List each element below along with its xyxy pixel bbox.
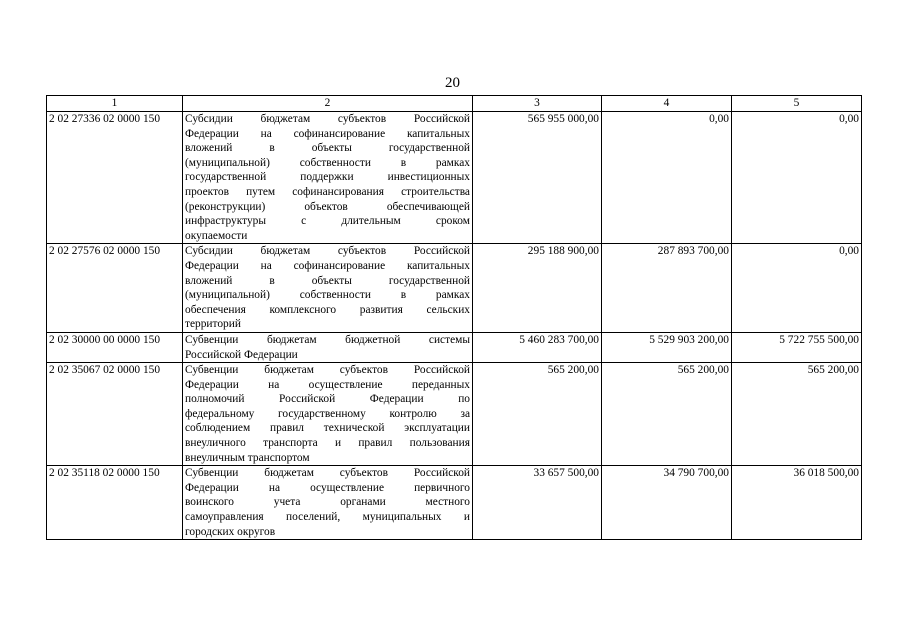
amount-cell-5: 0,00	[732, 244, 862, 333]
description-cell	[183, 332, 473, 362]
amount-cell-5: 5 722 755 500,00	[732, 332, 862, 362]
description-line: инфраструктуры с длительным сроком	[185, 215, 470, 228]
description-line: Субвенции бюджетам бюджетной системы	[185, 333, 470, 346]
description-line: внеуличного транспорта и правил пользования	[185, 437, 470, 450]
budget-code-cell: 2 02 27336 02 0000 150	[47, 112, 183, 244]
amount-cell-3: 33 657 500,00	[473, 466, 602, 540]
description-line: Федерации на софинансирование капитальных	[185, 127, 470, 140]
description-cell	[183, 466, 473, 540]
table-header-row	[47, 96, 862, 112]
table-row	[47, 332, 862, 362]
header-col-1: 1	[47, 96, 183, 112]
description-line: самоуправления поселений, муниципальных и	[185, 511, 470, 524]
description-line: полномочий Российской Федерации по	[185, 393, 470, 406]
header-col-2: 2	[183, 96, 473, 112]
description-line: проектов путем софинансирования строительства	[185, 185, 470, 198]
amount-cell-4: 5 529 903 200,00	[602, 332, 732, 362]
description-line: (реконструкции) объектов обеспечивающей	[185, 200, 470, 213]
budget-code-cell: 2 02 30000 00 0000 150	[47, 332, 183, 362]
amount-cell-4: 0,00	[602, 112, 732, 244]
description-line: воинского учета органами местного	[185, 496, 470, 509]
page-number: 20	[445, 75, 460, 91]
description-line: обеспечения комплексного развития сельских	[185, 303, 470, 316]
description-line: Федерации на софинансирование капитальных	[185, 259, 470, 272]
amount-cell-5: 0,00	[732, 112, 862, 244]
table-row	[47, 363, 862, 466]
description-line: вложений в объекты государственной	[185, 142, 470, 155]
description-line: (муниципальной) собственности в рамках	[185, 156, 470, 169]
amount-cell-3: 565 955 000,00	[473, 112, 602, 244]
budget-code-cell: 2 02 27576 02 0000 150	[47, 244, 183, 333]
amount-cell-4: 565 200,00	[602, 363, 732, 466]
description-line: Федерации на осуществление переданных	[185, 378, 470, 391]
budget-code-cell: 2 02 35118 02 0000 150	[47, 466, 183, 540]
amount-cell-3: 295 188 900,00	[473, 244, 602, 333]
description-line: Субвенции бюджетам субъектов Российской	[185, 467, 470, 480]
description-line: Субвенции бюджетам субъектов Российской	[185, 364, 470, 377]
description-line: Субсидии бюджетам субъектов Российской	[185, 245, 470, 258]
amount-cell-4: 34 790 700,00	[602, 466, 732, 540]
description-line: вложений в объекты государственной	[185, 274, 470, 287]
amount-cell-3: 5 460 283 700,00	[473, 332, 602, 362]
description-line: соблюдением правил технической эксплуатации	[185, 422, 470, 435]
header-col-5: 5	[732, 96, 862, 112]
description-line: (муниципальной) собственности в рамках	[185, 289, 470, 302]
description-line: федеральному государственному контролю за	[185, 407, 470, 420]
description-line: внеуличным транспортом	[185, 451, 310, 464]
description-line: территорий	[185, 318, 241, 331]
budget-code-cell: 2 02 35067 02 0000 150	[47, 363, 183, 466]
header-col-4: 4	[602, 96, 732, 112]
description-line: Российской Федерации	[185, 348, 298, 361]
amount-cell-4: 287 893 700,00	[602, 244, 732, 333]
description-line: городских округов	[185, 525, 276, 538]
table-row	[47, 244, 862, 333]
description-cell	[183, 363, 473, 466]
description-cell	[183, 244, 473, 333]
description-line: Федерации на осуществление первичного	[185, 481, 470, 494]
description-cell	[183, 112, 473, 244]
budget-table	[46, 95, 862, 540]
amount-cell-5: 565 200,00	[732, 363, 862, 466]
description-line: государственной поддержки инвестиционных	[185, 171, 470, 184]
header-col-3: 3	[473, 96, 602, 112]
description-line: Субсидии бюджетам субъектов Российской	[185, 113, 470, 125]
table-row	[47, 466, 862, 540]
amount-cell-5: 36 018 500,00	[732, 466, 862, 540]
table-row	[47, 112, 862, 244]
description-line: окупаемости	[185, 229, 248, 242]
amount-cell-3: 565 200,00	[473, 363, 602, 466]
